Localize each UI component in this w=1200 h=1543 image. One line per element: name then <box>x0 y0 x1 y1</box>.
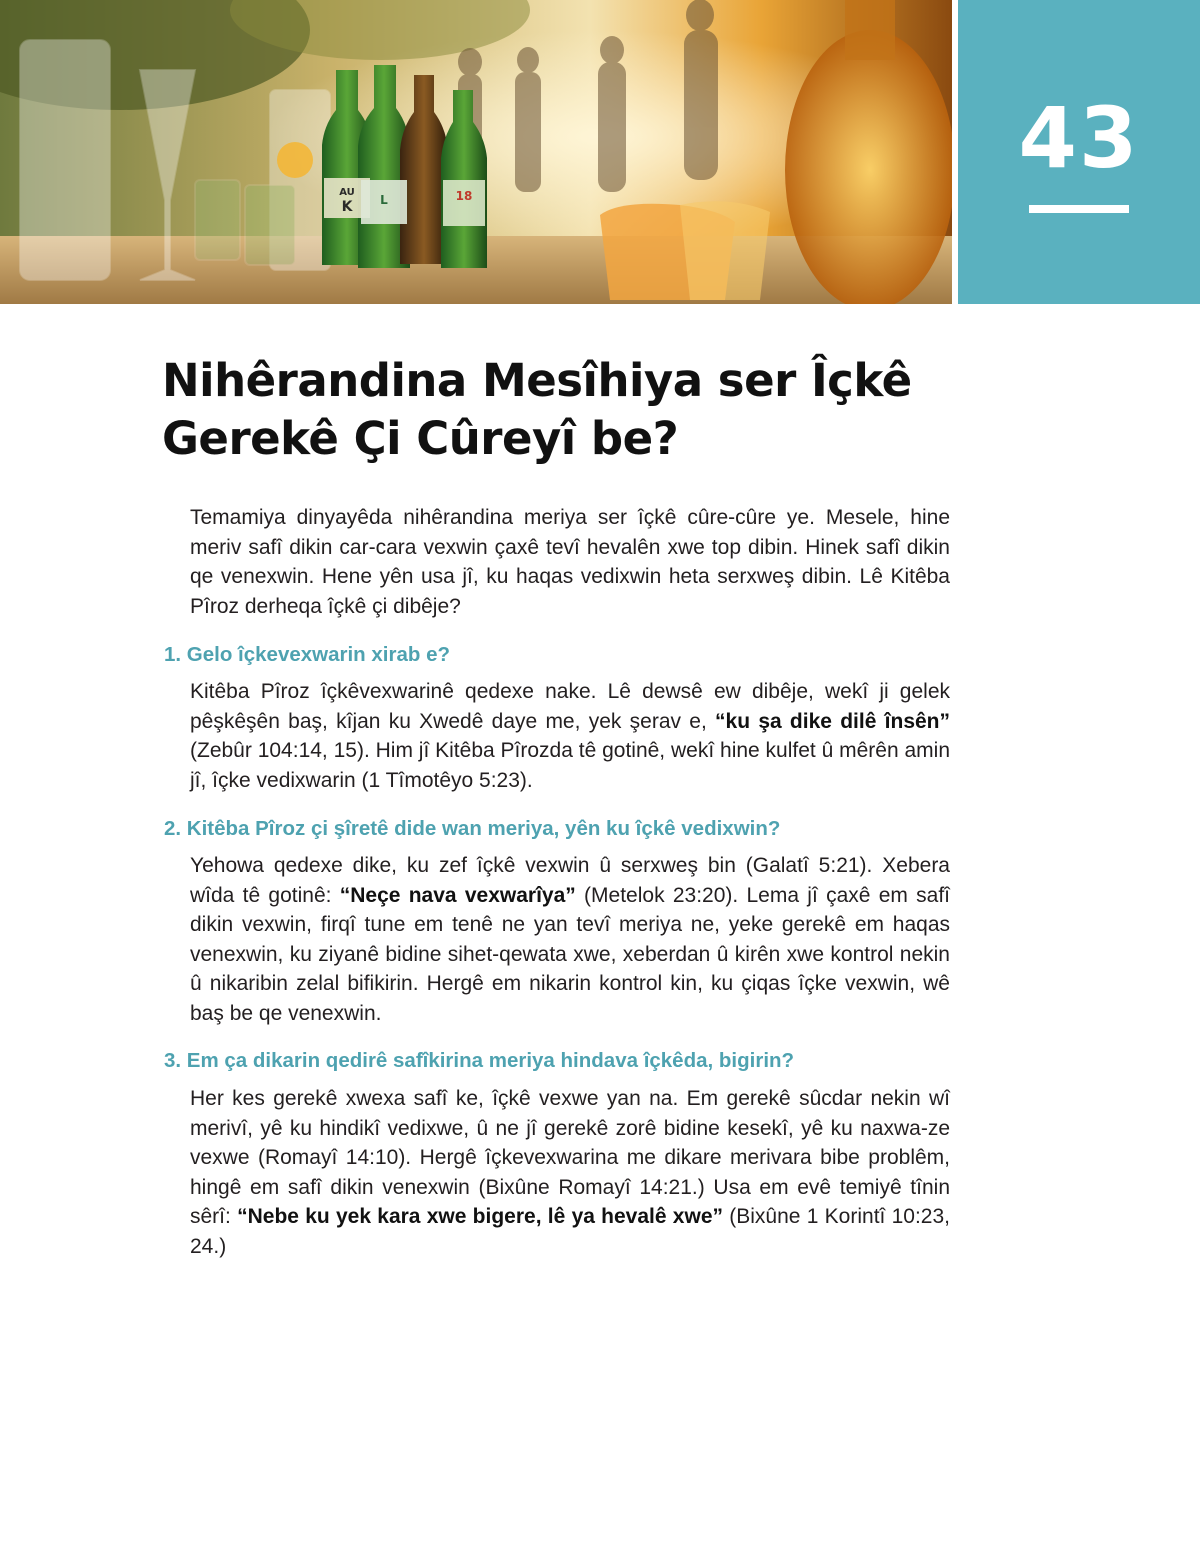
scripture-quote: “Nebe ku yek kara xwe bigere, lê ya hevalê xwe” <box>237 1205 724 1228</box>
answer-text: (Metelok 23:20). Lema jî çaxê em safî dikin vexwin, firqî tune em tenê ne yan tevî meriya ne, yeke gerekê em haqas venexwin, ku ziyanê bidine sihet-qewata xwe, xeberdan û kirên xwe kontrol nekin û nikaribin zelal bifikirin. Hergê em nikarin kontrol kin, ku çiqas îçke vexwin, wê baş be qe venexwin. <box>190 883 950 1025</box>
bottle-label: K <box>341 199 353 215</box>
hero-photo <box>0 0 952 304</box>
answer-text: (Zebûr 104:14, 15). Him jî Kitêba Pîrozda tê gotinê, wekî hine kulfet û mêrên amin jî, îçke vedixwarin (1 Tîmotêyo 5:23). <box>190 739 950 792</box>
answer-text: Her kes gerekê xwexa safî ke, îçkê vexwe yan na. Em gerekê sûcdar nekin wî merivî, yê ku hindikî vedixwe, û ne jî gerekê zorê bidine kesekî, yê ku naxwa-ze vexwe (Romayî 14:10). Hergê îçkevexwarina me dikare merivara bibe problêm, hingê em safî dikin venexwin (Bixûne Romayî 14:21.) Usa em evê temiyê tînin sêrî: <box>190 1087 950 1228</box>
answer-1 <box>190 677 950 795</box>
bottle-label: AU <box>339 187 355 198</box>
question-3: 3. Em ça dikarin qedirê safîkirina meriya hindava îçkêda, bigirin? <box>164 1049 795 1072</box>
intro-paragraph: Temamiya dinyayêda nihêrandina meriya ser îçkê cûre-cûre ye. Mesele, hine meriv safî dikin car-cara vexwin çaxê tevî hevalên xwe top dibin. Hinek safî dikin qe venexwin. Hene yên usa jî, ku haqas vedixwin heta serxweş dibin. Lê Kitêba Pîroz derheqa îçkê çi dibêje? <box>190 506 950 618</box>
answer-text: Yehowa qedexe dike, ku zef îçkê vexwin û serxweş bin (Galatî 5:21). Xebera wîda tê gotinê: <box>190 854 950 907</box>
answer-2 <box>190 851 950 1028</box>
answer-text: (Bixûne 1 Korintî 10:23, 24.) <box>190 1205 950 1258</box>
scripture-quote: “Neçe nava vexwarîya” <box>339 883 576 907</box>
lesson-number: 43 <box>1018 89 1140 187</box>
bottle-label: L <box>380 193 388 207</box>
page-title: Nihêrandina Mesîhiya ser Îçkê Gerekê Çi Cûreyî be? <box>162 354 912 465</box>
bottle-label: 18 <box>455 189 473 203</box>
question-1: 1. Gelo îçkevexwarin xirab e? <box>164 643 451 666</box>
answer-text: Kitêba Pîroz îçkêvexwarinê qedexe nake. Lê dewsê ew dibêje, wekî ji gelek pêşkêşên baş, kîjan ku Xwedê daye me, yek şerav e, <box>190 680 950 733</box>
answer-3 <box>190 1084 950 1261</box>
question-2: 2. Kitêba Pîroz çi şîretê dide wan meriya, yên ku îçkê vedixwin? <box>164 817 781 840</box>
lesson-badge <box>958 0 1200 304</box>
scripture-quote: “ku şa dike dilê însên” <box>715 709 950 733</box>
badge-underline <box>1029 205 1129 213</box>
